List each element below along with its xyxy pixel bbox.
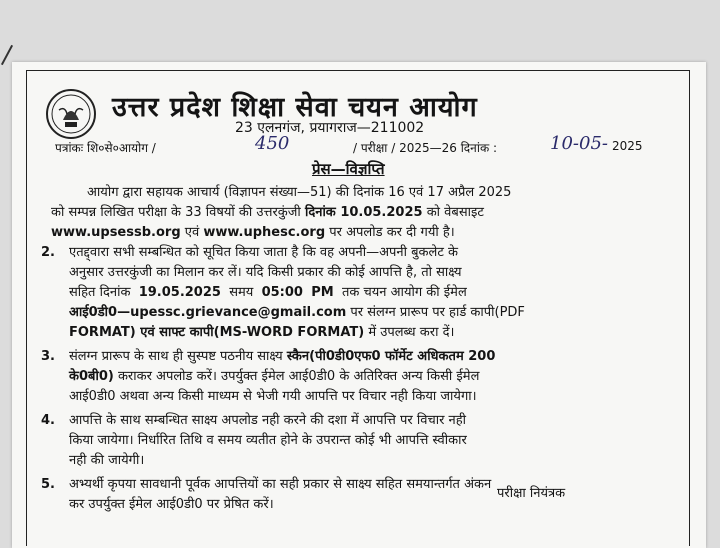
- list-item-text: [69, 243, 525, 343]
- list-item-number: 3.: [41, 349, 55, 364]
- paragraph-1-line-1: आयोग द्वारा सहायक आचार्य (विज्ञापन संख्या—51) की दिनांक 16 एवं 17 अप्रैल 2025: [87, 185, 512, 200]
- list-item-text: [69, 411, 467, 471]
- list-item-line: कर उपर्युक्त ईमेल आई0डी0 पर प्रेषित करें।: [69, 497, 274, 512]
- list-item-line: [69, 303, 525, 323]
- list-item-number: 5.: [41, 477, 55, 492]
- grievance-email[interactable]: आई0डी0—upessc.grievance@gmail.com: [69, 305, 347, 320]
- text-span: में उपलब्ध करा दें।: [368, 325, 455, 340]
- text-span: तक चयन आयोग की ईमेल: [341, 285, 467, 300]
- scan-format-note: स्कैन(पी0डी0एफ0 फॉर्मेट अधिकतम 200: [286, 349, 496, 364]
- reference-number-handwritten: 450: [255, 133, 290, 154]
- commission-address: 23 एलनगंज, प्रयागराज—211002: [235, 120, 425, 136]
- list-item-number: 2.: [41, 245, 55, 260]
- objection-deadline-time: 05:00: [261, 285, 303, 300]
- commission-title: उत्तर प्रदेश शिक्षा सेवा चयन आयोग: [112, 92, 478, 123]
- list-item-line: किया जायेगा। निर्धारित तिथि व समय व्यतीत होने के उपरान्त कोई भी आपत्ति स्वीकार: [69, 433, 467, 448]
- answer-key-date: दिनांक 10.05.2025: [304, 205, 423, 220]
- paragraph-1-text: एवं: [184, 225, 200, 240]
- up-emblem-icon: [45, 86, 97, 142]
- objection-deadline-date: 19.05.2025: [138, 285, 221, 300]
- website-link-upsessb[interactable]: www.upsessb.org: [51, 225, 181, 240]
- reference-date-handwritten: 10-05-: [550, 133, 608, 154]
- website-link-uphesc[interactable]: www.uphesc.org: [203, 225, 326, 240]
- paragraph-1: [51, 183, 701, 243]
- list-item-line: अनुसार उत्तरकुंजी का मिलान कर लें। यदि किसी प्रकार की कोई आपत्ति है, तो साक्ष्य: [69, 265, 462, 280]
- text-span: पर संलग्न प्रारूप पर हार्ड कापी(PDF: [350, 305, 525, 320]
- list-item-line: आपत्ति के साथ सम्बन्धित साक्ष्य अपलोड नही करने की दशा में आपत्ति पर विचार नही: [69, 413, 467, 428]
- text-span: समय: [229, 285, 254, 300]
- reference-prefix: पत्रांकः शि०से०आयोग /: [55, 141, 156, 155]
- list-item-text: [69, 347, 495, 407]
- paragraph-1-text: को वेबसाइट: [426, 205, 484, 220]
- list-item-line: [69, 367, 495, 387]
- paragraph-1-text: को सम्पन्न लिखित परीक्षा के 33 विषयों की उत्तरकुंजी: [51, 205, 301, 220]
- list-item-line: नही की जायेगी।: [69, 453, 145, 468]
- press-release-heading: प्रेस—विज्ञप्ति: [312, 160, 385, 178]
- list-item-line: [69, 283, 525, 303]
- text-span: सहित दिनांक: [69, 285, 131, 300]
- list-item-number: 4.: [41, 413, 55, 428]
- list-item-line: [69, 323, 525, 343]
- format-note: FORMAT) एवं साफ्ट कापी(MS-WORD FORMAT): [69, 325, 365, 340]
- paragraph-1-line-2: [51, 203, 701, 223]
- list-item-line: आई0डी0 अथवा अन्य किसी माध्यम से भेजी गयी आपत्ति पर विचार नही किया जायेगा।: [69, 389, 477, 404]
- paragraph-1-text: पर अपलोड कर दी गयी है।: [329, 225, 455, 240]
- reference-exam-label: / परीक्षा / 2025—26 दिनांक :: [353, 141, 498, 155]
- text-span: कराकर अपलोड करें। उपर्युक्त ईमेल आई0डी0 के अतिरिक्त अन्य किसी ईमेल: [117, 369, 480, 384]
- text-span: संलग्न प्रारूप के साथ ही सुस्पष्ट पठनीय साक्ष्य: [69, 349, 283, 364]
- reference-year: 2025: [612, 139, 643, 153]
- list-item-line: [69, 347, 495, 367]
- signature-designation: परीक्षा नियंत्रक: [497, 486, 566, 501]
- scan-size-note: के0बी0): [69, 369, 114, 384]
- list-item-line: एतद्द्वारा सभी सम्बन्धित को सूचित किया जाता है कि वह अपनी—अपनी बुकलेट के: [69, 245, 459, 260]
- objection-deadline-ampm: PM: [311, 285, 334, 300]
- list-item-text: [69, 475, 491, 515]
- document-sheet: [12, 62, 706, 548]
- list-item-line: अभ्यर्थी कृपया सावधानी पूर्वक आपत्तियों का सही प्रकार से साक्ष्य सहित समयान्तर्गत अंकन: [69, 477, 492, 492]
- paragraph-1-line-3: [51, 223, 701, 243]
- document-frame: [26, 70, 690, 546]
